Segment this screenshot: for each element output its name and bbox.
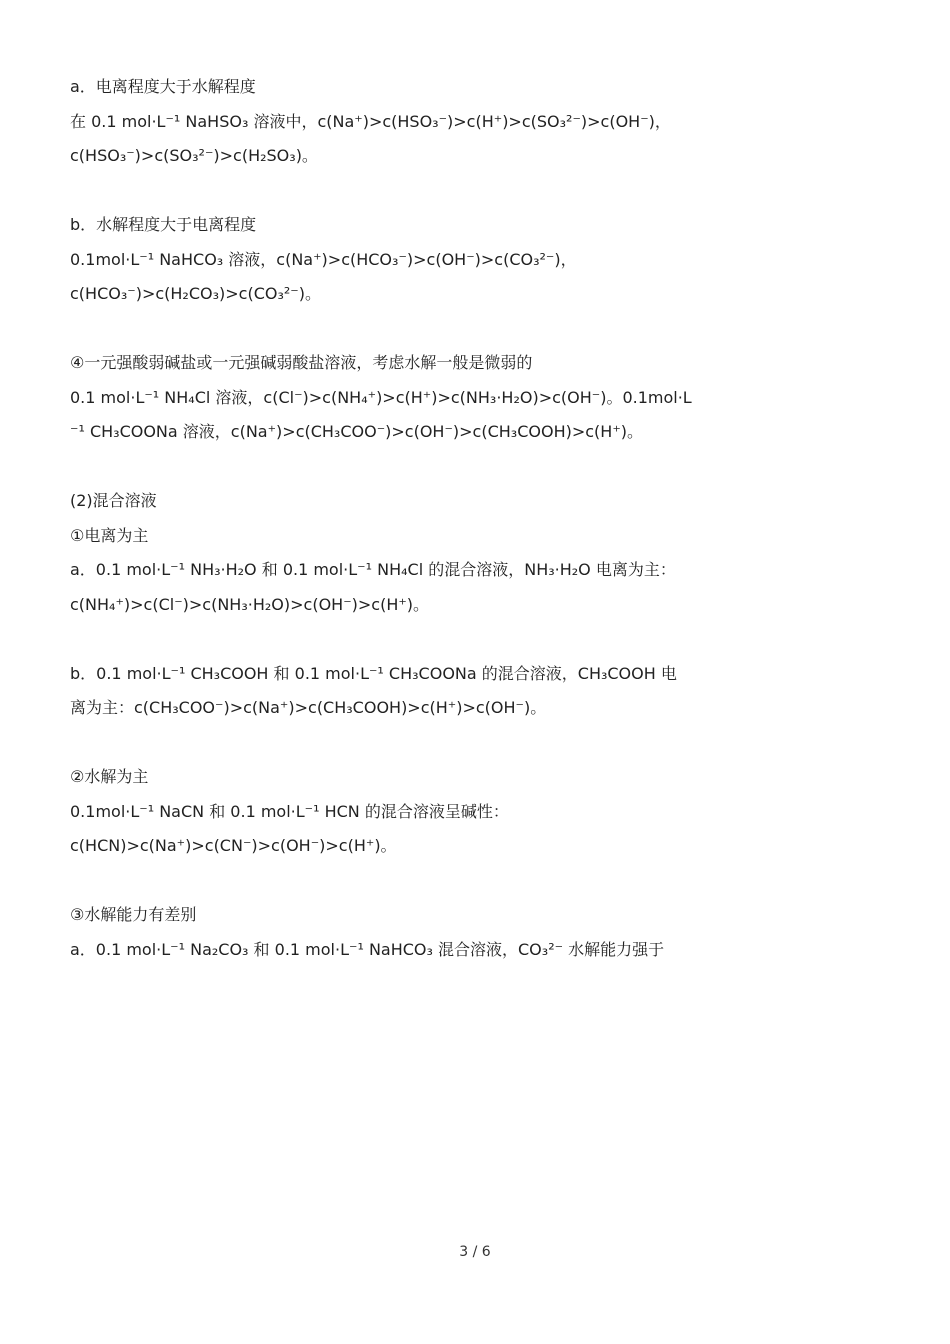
text-line: 0.1mol·L⁻¹ NaHCO₃ 溶液，c(Na⁺)>c(HCO₃⁻)>c(OH⁻)>c(CO₃²⁻)，	[70, 249, 577, 269]
text-line: c(HCO₃⁻)>c(H₂CO₃)>c(CO₃²⁻)。	[70, 284, 321, 303]
page-number: 3 / 6	[459, 1244, 491, 1260]
text-line: c(HCN)>c(Na⁺)>c(CN⁻)>c(OH⁻)>c(H⁺)。	[70, 836, 397, 855]
text-line: 0.1mol·L⁻¹ NaCN 和 0.1 mol·L⁻¹ HCN 的混合溶液呈碱性：	[70, 801, 509, 821]
blank-line	[70, 312, 740, 347]
subsection-heading: ①电离为主	[70, 525, 149, 545]
blank-line	[70, 174, 740, 209]
blank-line	[70, 450, 740, 485]
text-line: 离为主：c(CH₃COO⁻)>c(Na⁺)>c(CH₃COOH)>c(H⁺)>c(OH⁻)。	[70, 698, 547, 717]
text-line: b．水解程度大于电离程度	[70, 215, 257, 234]
text-line: 在 0.1 mol·L⁻¹ NaHSO₃ 溶液中，c(Na⁺)>c(HSO₃⁻)>c(H⁺)>c(SO₃²⁻)>c(OH⁻)，	[70, 111, 671, 131]
text-line: a．电离程度大于水解程度	[70, 77, 256, 96]
subsection-heading: ③水解能力有差别	[70, 905, 197, 924]
text-line: a．0.1 mol·L⁻¹ NH₃·H₂O 和 0.1 mol·L⁻¹ NH₄Cl 的混合溶液，NH₃·H₂O 电离为主：	[70, 560, 676, 579]
text-line: ⁻¹ CH₃COONa 溶液，c(Na⁺)>c(CH₃COO⁻)>c(OH⁻)>c(CH₃COOH)>c(H⁺)。	[70, 422, 644, 441]
text-line: b．0.1 mol·L⁻¹ CH₃COOH 和 0.1 mol·L⁻¹ CH₃COONa 的混合溶液，CH₃COOH 电	[70, 663, 677, 683]
document-body	[70, 70, 740, 967]
text-line: a．0.1 mol·L⁻¹ Na₂CO₃ 和 0.1 mol·L⁻¹ NaHCO₃ 混合溶液，CO₃²⁻ 水解能力强于	[70, 939, 665, 959]
text-line: ④一元强酸弱碱盐或一元强碱弱酸盐溶液，考虑水解一般是微弱的	[70, 353, 533, 372]
blank-line	[70, 864, 740, 899]
text-line: c(HSO₃⁻)>c(SO₃²⁻)>c(H₂SO₃)。	[70, 146, 318, 165]
text-line: c(NH₄⁺)>c(Cl⁻)>c(NH₃·H₂O)>c(OH⁻)>c(H⁺)。	[70, 594, 430, 614]
text-line: 0.1 mol·L⁻¹ NH₄Cl 溶液，c(Cl⁻)>c(NH₄⁺)>c(H⁺)>c(NH₃·H₂O)>c(OH⁻)。0.1mol·L	[70, 387, 692, 407]
subsection-heading: ②水解为主	[70, 767, 149, 786]
blank-line	[70, 622, 740, 657]
section-heading: (2)混合溶液	[70, 491, 157, 510]
blank-line	[70, 726, 740, 761]
